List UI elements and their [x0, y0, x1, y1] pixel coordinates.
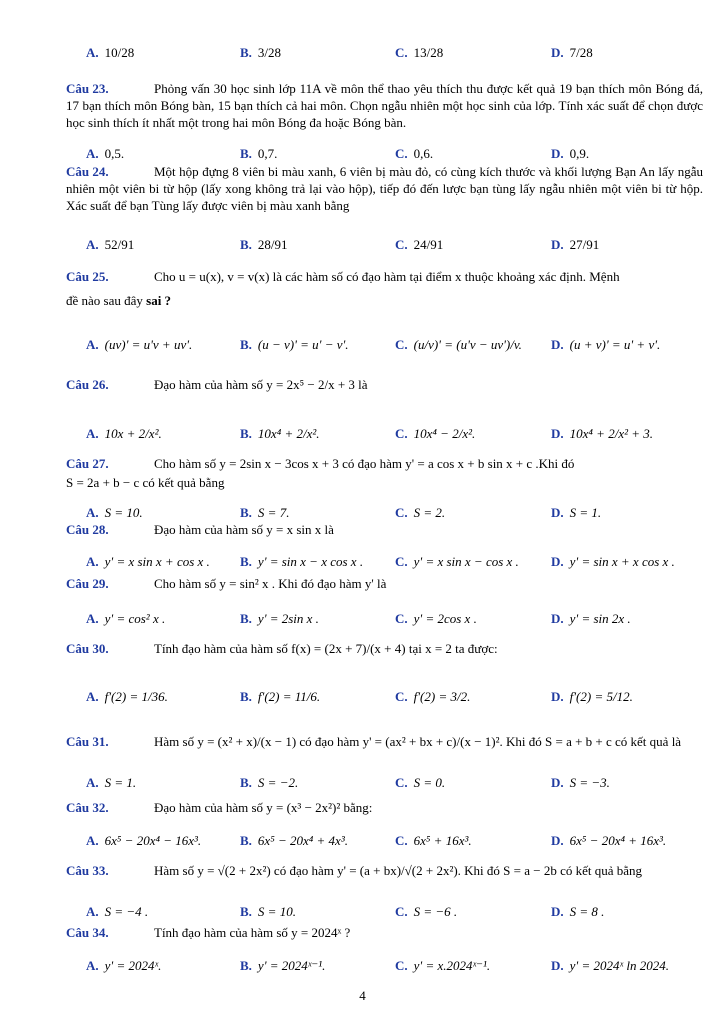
q28-option-a: A. y' = x sin x + cos x . [86, 554, 210, 569]
question-label: Câu 26. [66, 377, 109, 392]
question-31 [66, 733, 703, 750]
q34-option-d: D. y' = 2024ˣ ln 2024. [551, 958, 669, 973]
question-27 [66, 455, 703, 472]
q29-option-a: A. y' = cos² x . [86, 611, 166, 626]
question-label: Câu 27. [66, 456, 109, 471]
question-label: Câu 30. [66, 641, 109, 656]
q33-option-c: C. S = −6 . [395, 904, 458, 919]
question-text: Phỏng vấn 30 học sinh lớp 11A về môn thể thao yêu thích thu được kết quả 19 bạn thích môn Bóng đá, 17 bạn thích môn Bóng bàn, 15 bạn thích cả hai môn. Chọn ngẫu nhiên một học sinh của lớp. Tính xác suất để chọn được học sinh thích ít nhất một trong hai môn Bóng đa hoặc Bóng bàn. [66, 81, 703, 130]
q29-option-c: C. y' = 2cos x . [395, 611, 477, 626]
question-text: Đạo hàm của hàm số y = (x³ − 2x²)² bằng: [154, 800, 373, 815]
q23-option-c: C. 0,6. [395, 146, 434, 161]
question-text: Một hộp đựng 8 viên bi màu xanh, 6 viên bị màu đỏ, có cùng kích thước và khối lượng Bạn An lấy ngẫu nhiên một viên bi từ hộp (lấy xong không trả lại vào hộp), tiếp đó đến lược bạn tùng lấy ngẫu nhiên một viên bi từ hộp. Xác suất để bạn Tùng lấy được viên bị màu xanh bằng [66, 164, 703, 213]
question-text: Tính đạo hàm của hàm số y = 2024ˣ ? [154, 925, 351, 940]
question-label: Câu 25. [66, 269, 109, 284]
q32-option-a: A. 6x⁵ − 20x⁴ − 16x³. [86, 833, 202, 848]
question-text: Đạo hàm của hàm số y = x sin x là [154, 522, 334, 537]
q24-option-c: C. 24/91 [395, 237, 444, 252]
q30-option-d: D. f'(2) = 5/12. [551, 689, 633, 704]
q26-option-c: C. 10x⁴ − 2/x². [395, 426, 476, 441]
question-25 [66, 268, 703, 285]
q23-option-a: A. 0,5. [86, 146, 125, 161]
q33-option-b: B. S = 10. [240, 904, 296, 919]
question-label: Câu 34. [66, 925, 109, 940]
question-23 [66, 80, 703, 131]
question-label: Câu 29. [66, 576, 109, 591]
q29-option-b: B. y' = 2sin x . [240, 611, 319, 626]
q30-option-a: A. f'(2) = 1/36. [86, 689, 168, 704]
q31-option-a: A. S = 1. [86, 775, 137, 790]
question-28 [66, 521, 703, 538]
question-label: Câu 33. [66, 863, 109, 878]
q32-option-b: B. 6x⁵ − 20x⁴ + 4x³. [240, 833, 348, 848]
question-label: Câu 32. [66, 800, 109, 815]
q25-option-b: B. (u − v)' = u' − v'. [240, 337, 349, 352]
question-text: Cho u = u(x), v = v(x) là các hàm số có đạo hàm tại điểm x thuộc khoảng xác định. Mệnh [154, 269, 620, 284]
question-24 [66, 163, 703, 214]
question-text: S = 2a + b − c có kết quả bằng [66, 475, 225, 490]
q34-option-c: C. y' = x.2024ˣ⁻¹. [395, 958, 491, 973]
q25-option-d: D. (u + v)' = u' + v'. [551, 337, 661, 352]
q22-option-a: A. 10/28 [86, 45, 135, 60]
question-text: Hàm số y = √(2 + 2x²) có đạo hàm y' = (a + bx)/√(2 + 2x²). Khi đó S = a − 2b có kết quả bằng [154, 863, 643, 878]
question-text: Hàm số y = (x² + x)/(x − 1) có đạo hàm y' = (ax² + bx + c)/(x − 1)². Khi đó S = a + b + c có kết quả là [154, 734, 682, 749]
question-text: đề nào sau đây [66, 293, 143, 308]
q27-option-a: A. S = 10. [86, 505, 143, 520]
q28-option-b: B. y' = sin x − x cos x . [240, 554, 364, 569]
q32-option-d: D. 6x⁵ − 20x⁴ + 16x³. [551, 833, 667, 848]
q27-option-d: D. S = 1. [551, 505, 602, 520]
q23-option-b: B. 0,7. [240, 146, 278, 161]
question-30 [66, 640, 703, 657]
q24-option-d: D. 27/91 [551, 237, 600, 252]
question-text: Đạo hàm của hàm số y = 2x⁵ − 2/x + 3 là [154, 377, 368, 392]
question-emphasis: sai ? [146, 293, 172, 308]
q26-option-d: D. 10x⁴ + 2/x² + 3. [551, 426, 654, 441]
q26-option-a: A. 10x + 2/x². [86, 426, 162, 441]
q27-option-c: C. S = 2. [395, 505, 446, 520]
q28-option-d: D. y' = sin x + x cos x . [551, 554, 675, 569]
q24-option-a: A. 52/91 [86, 237, 135, 252]
question-27-cont [66, 474, 703, 491]
question-text: Tính đạo hàm của hàm số f(x) = (2x + 7)/(x + 4) tại x = 2 ta được: [154, 641, 498, 656]
q34-option-a: A. y' = 2024ˣ. [86, 958, 162, 973]
q33-option-a: A. S = −4 . [86, 904, 149, 919]
q27-option-b: B. S = 7. [240, 505, 290, 520]
q30-option-c: C. f'(2) = 3/2. [395, 689, 471, 704]
question-label: Câu 23. [66, 81, 109, 96]
q26-option-b: B. 10x⁴ + 2/x². [240, 426, 320, 441]
q30-option-b: B. f'(2) = 11/6. [240, 689, 321, 704]
question-label: Câu 24. [66, 164, 109, 179]
question-text: Cho hàm số y = 2sin x − 3cos x + 3 có đạo hàm y' = a cos x + b sin x + c .Khi đó [154, 456, 575, 471]
q22-option-b: B. 3/28 [240, 45, 282, 60]
question-32 [66, 799, 703, 816]
question-label: Câu 28. [66, 522, 109, 537]
q24-option-b: B. 28/91 [240, 237, 288, 252]
q25-option-c: C. (u/v)' = (u'v − uv')/v. [395, 337, 522, 352]
q29-option-d: D. y' = sin 2x . [551, 611, 631, 626]
q33-option-d: D. S = 8 . [551, 904, 605, 919]
question-label: Câu 31. [66, 734, 109, 749]
question-29 [66, 575, 703, 592]
question-25-cont [66, 292, 703, 309]
q22-option-d: D. 7/28 [551, 45, 593, 60]
question-34 [66, 924, 703, 941]
question-33 [66, 862, 703, 879]
q34-option-b: B. y' = 2024ˣ⁻¹. [240, 958, 326, 973]
q31-option-d: D. S = −3. [551, 775, 610, 790]
q22-option-c: C. 13/28 [395, 45, 444, 60]
q31-option-c: C. S = 0. [395, 775, 446, 790]
q28-option-c: C. y' = x sin x − cos x . [395, 554, 519, 569]
page-number: 4 [359, 988, 366, 1003]
q31-option-b: B. S = −2. [240, 775, 299, 790]
q32-option-c: C. 6x⁵ + 16x³. [395, 833, 472, 848]
question-26 [66, 376, 703, 393]
q25-option-a: A. (uv)' = u'v + uv'. [86, 337, 193, 352]
question-text: Cho hàm số y = sin² x . Khi đó đạo hàm y' là [154, 576, 387, 591]
q23-option-d: D. 0,9. [551, 146, 590, 161]
